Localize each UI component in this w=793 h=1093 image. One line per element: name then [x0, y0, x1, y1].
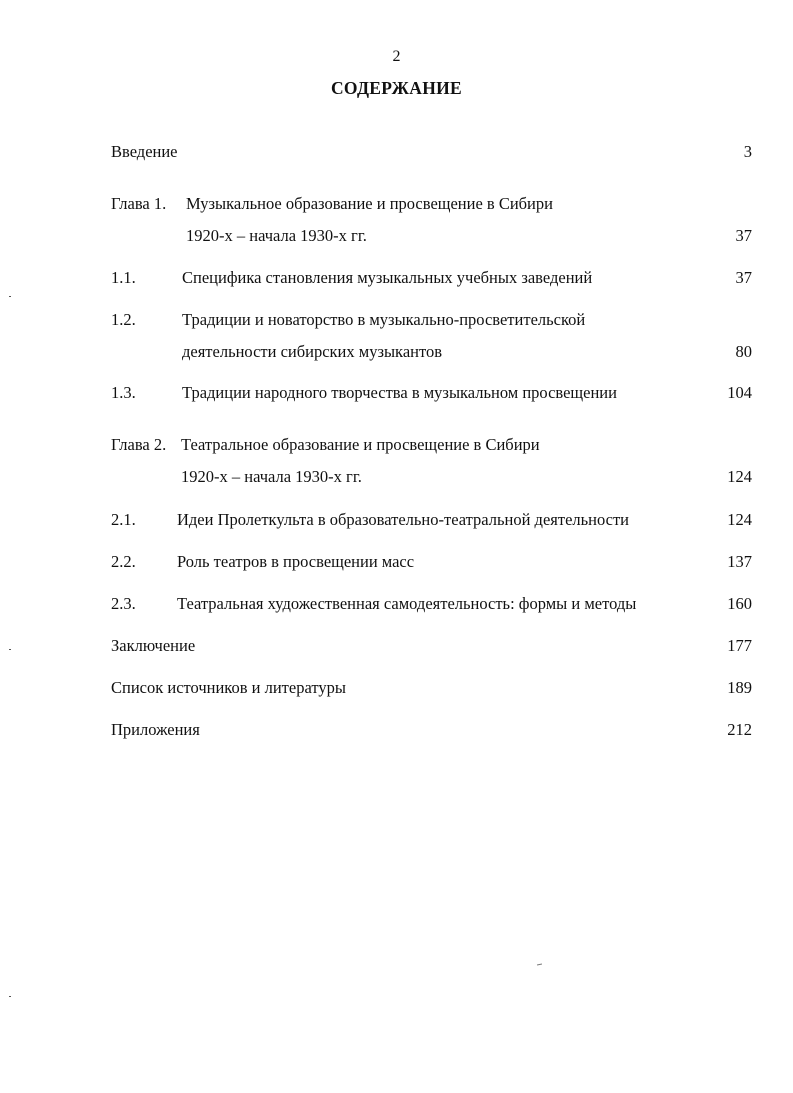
toc-section-number: 1.3. — [111, 383, 136, 402]
toc-title-line: деятельности сибирских музыкантов — [182, 342, 443, 361]
toc-section-number: 1.1. — [111, 268, 136, 287]
toc-label: Идеи Пролеткульта в образовательно-театральной деятельности — [177, 510, 630, 529]
toc-label: Роль театров в просвещении масс — [177, 552, 415, 571]
toc-section-number: 2.1. — [111, 510, 136, 529]
toc-title-line: 1920-х – начала 1930-х гг. — [186, 226, 367, 245]
toc-page: 177 — [727, 636, 752, 655]
toc-label: Специфика становления музыкальных учебных заведений — [182, 268, 593, 287]
toc-label: Традиции народного творчества в музыкальном просвещении — [182, 383, 617, 402]
toc-title-line: Традиции и новаторство в музыкально-просветительской — [182, 310, 586, 329]
toc-label: Заключение — [111, 636, 196, 655]
toc-page: 160 — [727, 594, 752, 613]
toc-page: 80 — [735, 342, 752, 361]
toc-title-line: Музыкальное образование и просвещение в Сибири — [186, 194, 553, 213]
toc-page: 137 — [727, 552, 752, 571]
toc-page: 124 — [727, 510, 752, 529]
toc-section-number: 2.2. — [111, 552, 136, 571]
toc-page: 3 — [743, 142, 752, 161]
toc-label: Список источников и литературы — [111, 678, 346, 697]
page-title: СОДЕРЖАНИЕ — [330, 78, 462, 98]
toc-section-number: 1.2. — [111, 310, 136, 329]
toc-title-line: 1920-х – начала 1930-х гг. — [181, 467, 362, 486]
toc-page: 37 — [735, 226, 752, 245]
toc-title-line: Театральное образование и просвещение в Сибири — [181, 435, 540, 454]
page-number: 2 — [392, 48, 401, 65]
toc-page: 37 — [735, 268, 752, 287]
toc-chapter-label: Глава 2. — [111, 435, 167, 454]
toc-page: 189 — [727, 678, 752, 697]
toc-label: Театральная художественная самодеятельность: формы и методы — [177, 594, 637, 613]
scan-mark — [9, 996, 11, 997]
toc-chapter-label: Глава 1. — [111, 194, 167, 213]
toc-page: 212 — [727, 720, 752, 739]
toc-label: Введение — [111, 142, 178, 161]
toc-label: Приложения — [111, 720, 200, 739]
scan-mark — [9, 296, 11, 297]
toc-page: 104 — [727, 383, 752, 402]
toc-section-number: 2.3. — [111, 594, 136, 613]
toc-page: 124 — [727, 467, 752, 486]
scan-mark — [9, 649, 11, 650]
scan-mark — [537, 963, 542, 965]
